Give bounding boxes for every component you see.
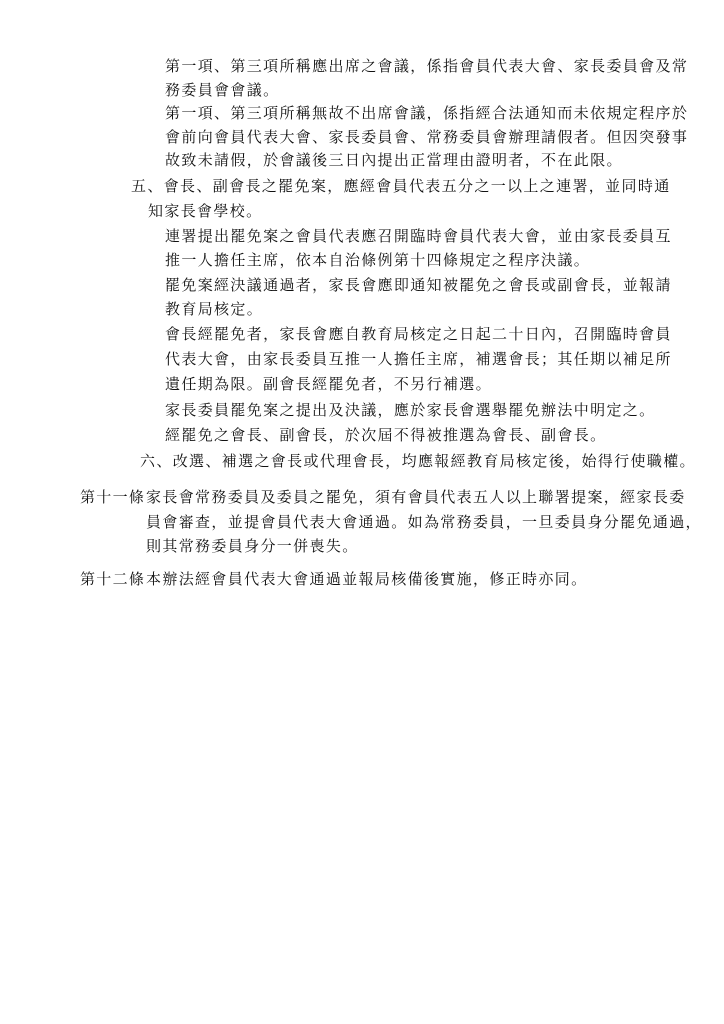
paragraph-line: 家長委員罷免案之提出及決議，應於家長會選舉罷免辦法中明定之。 [165,401,656,419]
article-11-label: 第十一條 [80,488,146,506]
article-11-line: 員會審查，並提會員代表大會通過。如為常務委員，一旦委員身分罷免通過， [146,513,702,531]
paragraph-line: 第一項、第三項所稱無故不出席會議，係指經合法通知而未依規定程序於 [165,104,689,122]
paragraph-line: 務委員會會議。 [165,81,280,99]
paragraph-line: 推一人擔任主席，依本自治條例第十四條規定之程序決議。 [165,251,591,269]
paragraph-line: 遺任期為限。副會長經罷免者，不另行補選。 [165,375,493,393]
article-12-line: 本辦法經會員代表大會通過並報局核備後實施，修正時亦同。 [146,570,588,588]
paragraph-line: 教育局核定。 [165,300,264,318]
paragraph-line: 會前向會員代表大會、家長委員會、常務委員會辦理請假者。但因突發事 [165,128,689,146]
paragraph-line: 第一項、第三項所稱應出席之會議，係指會員代表大會、家長委員會及常 [165,57,689,75]
item-6-line: 六、改選、補選之會長或代理會長，均應報經教育局核定後，始得行使職權。 [140,452,696,470]
paragraph-line: 罷免案經決議通過者，家長會應即通知被罷免之會長或副會長，並報請 [165,276,672,294]
paragraph-line: 代表大會，由家長委員互推一人擔任主席，補選會長；其任期以補足所 [165,350,672,368]
paragraph-line: 經罷免之會長、副會長，於次屆不得被推選為會長、副會長。 [165,426,607,444]
item-5-heading: 五、會長、副會長之罷免案，應經會員代表五分之一以上之連署，並同時通 [131,177,671,195]
item-5-heading-cont: 知家長會學校。 [148,202,263,220]
article-12-label: 第十二條 [80,570,146,588]
paragraph-line: 會長經罷免者，家長會應自教育局核定之日起二十日內，召開臨時會員 [165,325,672,343]
article-11-line: 則其常務委員身分一併喪失。 [146,537,359,555]
article-11-line: 家長會常務委員及委員之罷免，須有會員代表五人以上聯署提案，經家長委 [146,488,686,506]
paragraph-line: 故致未請假，於會議後三日內提出正當理由證明者，不在此限。 [165,151,623,169]
paragraph-line: 連署提出罷免案之會員代表應召開臨時會員代表大會，並由家長委員互 [165,227,672,245]
